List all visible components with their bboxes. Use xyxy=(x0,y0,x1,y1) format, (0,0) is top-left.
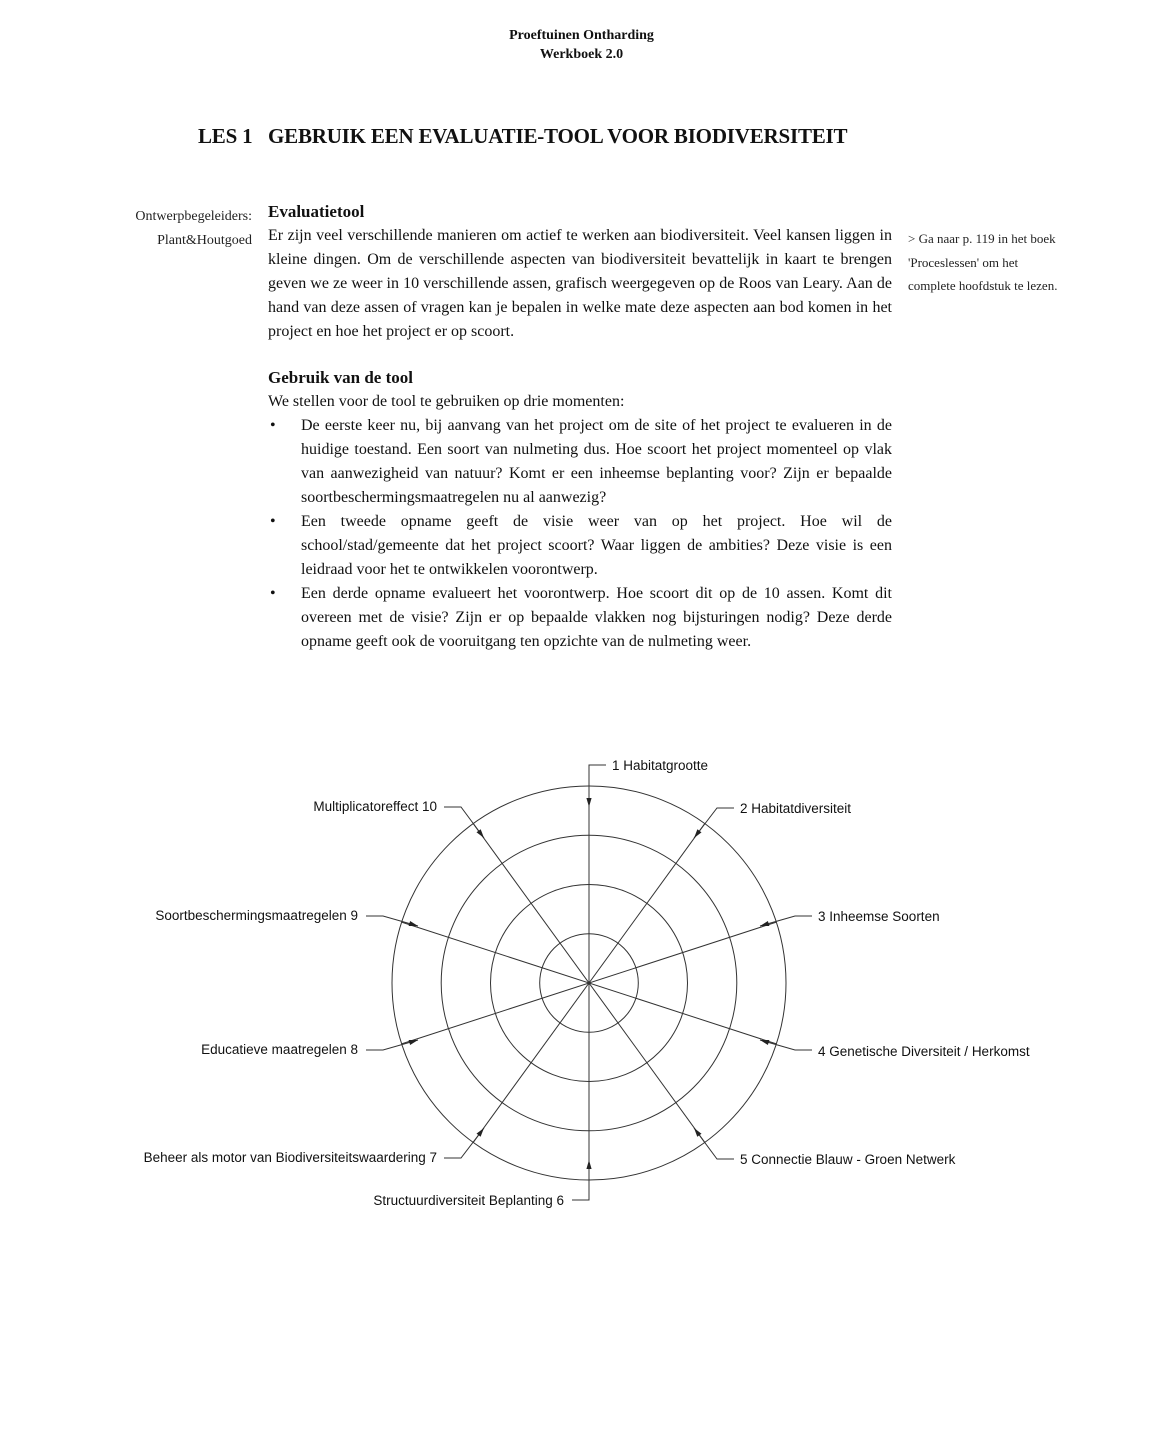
list-item xyxy=(268,414,892,510)
axis-label-10: Multiplicatoreffect 10 xyxy=(313,799,437,814)
section-heading-gebruik: Gebruik van de tool xyxy=(268,368,413,387)
meta-block xyxy=(60,205,252,253)
section-intro-gebruik: We stellen voor de tool te gebruiken op drie momenten: xyxy=(268,393,625,410)
section-heading-evaluatietool: Evaluatietool xyxy=(268,202,365,221)
list-item xyxy=(268,510,892,582)
axis-label-5: 5 Connectie Blauw - Groen Netwerk xyxy=(740,1152,956,1167)
lesson-heading: GEBRUIK EEN EVALUATIE-TOOL VOOR BIODIVERSITEIT xyxy=(268,124,848,148)
axis-label-8: Educatieve maatregelen 8 xyxy=(201,1042,358,1057)
radar-labels xyxy=(144,758,1030,1208)
arrow-head-icon xyxy=(586,798,591,807)
axis-label-1: 1 Habitatgrootte xyxy=(612,758,709,773)
arrow-head-icon xyxy=(694,829,702,838)
axis-label-6: Structuurdiversiteit Beplanting 6 xyxy=(373,1193,564,1208)
axis-label-2: 2 Habitatdiversiteit xyxy=(740,801,852,816)
lesson-number: LES 1 xyxy=(198,124,253,148)
meta-label: Ontwerpbegeleiders: xyxy=(135,209,252,224)
bullet-icon: • xyxy=(270,417,276,434)
main-content xyxy=(268,200,892,654)
header-title: Proeftuinen Ontharding xyxy=(509,28,654,43)
meta-value: Plant&Houtgoed xyxy=(157,233,252,248)
axis-label-3: 3 Inheemse Soorten xyxy=(818,909,940,924)
bullet-icon: • xyxy=(270,513,276,530)
lesson-title xyxy=(198,124,958,149)
section-paragraph-evaluatietool: Er zijn veel verschillende manieren om actief te werken aan biodiversiteit. Veel kansen liggen in kleine dingen. Om de verschillende aspecten van biodiversiteit bevattelijk in kaart te brengen geven we ze weer in 10 verschillende assen, grafisch weergegeven op de Roos van Leary. Aan de hand van deze assen of vragen kan je bepalen in welke mate deze aspecten aan bod komen in het project en hoe het project er op scoort. xyxy=(268,227,892,340)
arrow-head-icon xyxy=(409,921,418,926)
arrow-head-icon xyxy=(586,1160,591,1169)
bullet-list xyxy=(268,414,892,654)
radar-diagram xyxy=(0,740,1163,1220)
list-item-text: Een derde opname evalueert het voorontwerp. Hoe scoort dit op de 10 assen. Komt dit overeen met de visie? Zijn er op bepaalde vlakken nog bijsturingen nodig? Deze derde opname geeft ook de vooruitgang ten opzichte van de nulmeting weer. xyxy=(301,585,892,650)
axis-label-4: 4 Genetische Diversiteit / Herkomst xyxy=(818,1044,1030,1059)
arrow-head-icon xyxy=(409,1040,418,1045)
page-header xyxy=(0,26,1163,64)
axis-label-7: Beheer als motor van Biodiversiteitswaardering 7 xyxy=(143,1150,437,1165)
bullet-icon: • xyxy=(270,585,276,602)
list-item-text: Een tweede opname geeft de visie weer van op het project. Hoe wil de school/stad/gemeente dat het project scoort? Waar liggen de ambities? Deze visie is een leidraad voor het te ontwikkelen voorontwerp. xyxy=(301,513,892,578)
list-item xyxy=(268,582,892,654)
list-item-text: De eerste keer nu, bij aanvang van het project om de site of het project te evalueren in de huidige toestand. Een soort van nulmeting dus. Hoe scoort het project momenteel op vlak van aanwezigheid van natuur? Komt er een inheemse beplanting voor? Zijn er bepaalde soortbeschermingsmaatregelen nu al aanwezig? xyxy=(301,417,892,506)
arrow-head-icon xyxy=(477,1128,485,1137)
axis-label-9: Soortbeschermingsmaatregelen 9 xyxy=(155,908,358,923)
radar-axes xyxy=(402,786,777,1180)
header-subtitle: Werkboek 2.0 xyxy=(539,47,624,62)
sidenote: > Ga naar p. 119 in het boek 'Proceslessen' om het complete hoofdstuk te lezen. xyxy=(908,231,1058,293)
arrow-head-icon xyxy=(760,1040,769,1045)
arrow-head-icon xyxy=(760,921,769,926)
